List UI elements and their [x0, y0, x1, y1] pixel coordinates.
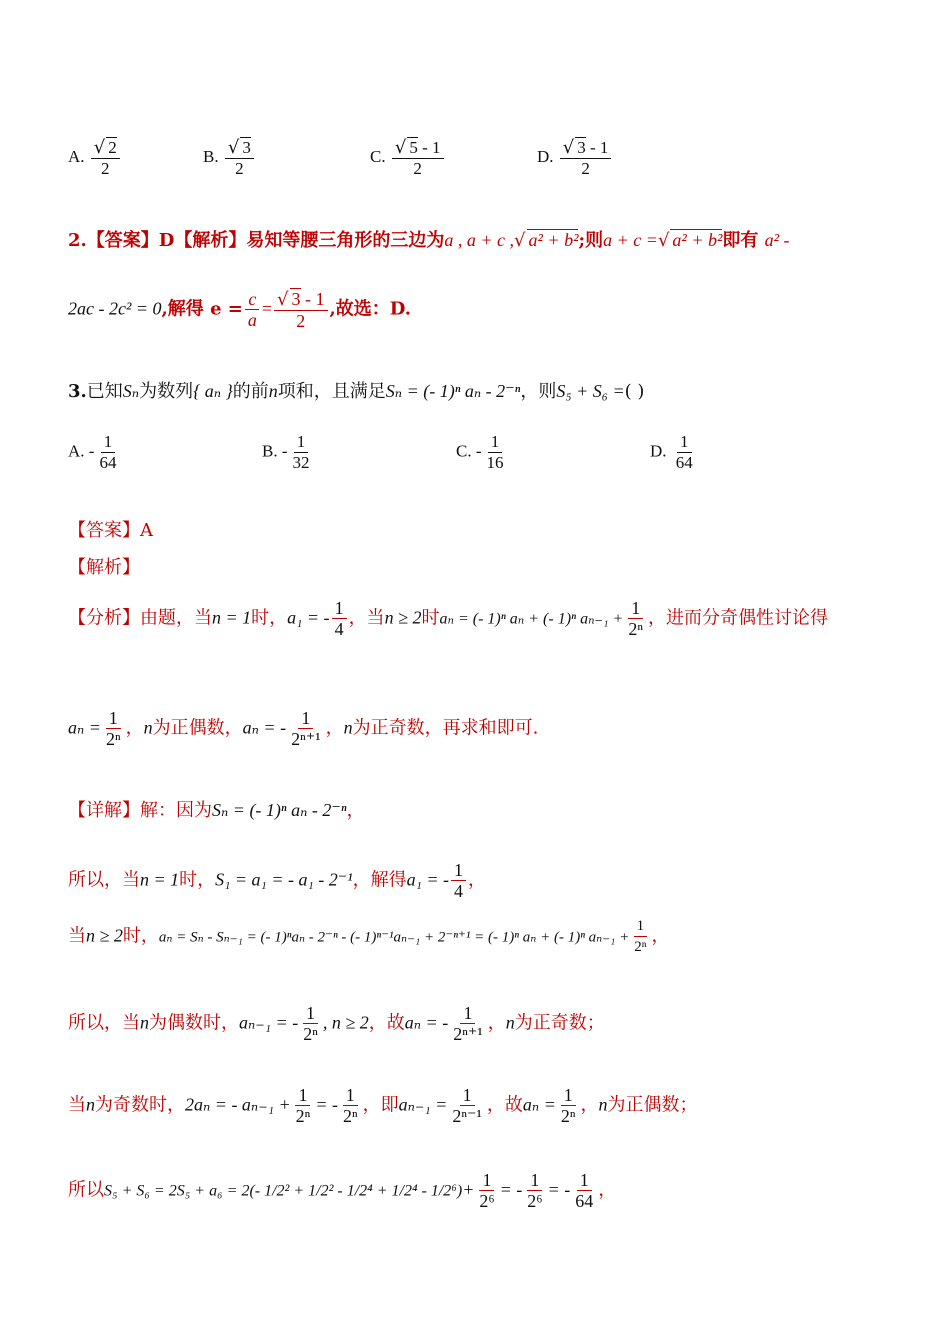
q2-eq2-head: a² -: [764, 230, 790, 250]
numerator: 1: [488, 432, 503, 453]
detail-text: ，: [487, 1012, 506, 1034]
denominator: 64: [99, 453, 117, 472]
detail-text: 为奇数时，: [95, 1094, 185, 1116]
detail-math: n ≥ 2: [86, 925, 123, 946]
fenxi-line2: [68, 708, 538, 749]
q2-eq-radical: a² + b²: [672, 230, 723, 250]
fenxi-text: 时: [421, 607, 440, 629]
detail-den: 2ⁿ: [303, 1024, 318, 1044]
fenxi-text: 【分析】由题，当: [68, 607, 212, 629]
q2-prefix: 2.【答案】D【解析】易知等腰三角形的三边为: [68, 230, 445, 251]
detail-math: n: [505, 1012, 515, 1033]
fenxi-text: 为正奇数，再求和即可.: [352, 717, 539, 739]
denominator: 2: [413, 159, 422, 178]
detail-text: 所以，当: [68, 869, 140, 891]
numerator: 1: [294, 432, 309, 453]
detail-math: n: [86, 1094, 95, 1115]
option-label: C.: [370, 146, 386, 166]
fenxi-line1: [68, 598, 828, 639]
option-label: B.: [262, 441, 278, 461]
detail-text: ，即: [362, 1094, 399, 1116]
denominator: 2: [581, 159, 590, 178]
detail-text: 所以，当: [68, 1012, 140, 1034]
fenxi-text: 时，: [251, 607, 288, 629]
numerator-tail: - 1: [585, 138, 609, 157]
option-label: C.: [456, 441, 472, 461]
fenxi-math: aₙ = -: [242, 717, 287, 738]
detail-num: 1: [527, 1170, 542, 1191]
q2-answer-line1: 2.【答案】D【解析】易知等腰三角形的三边为a , a + c ,√ a² + b²;则a + c =√ a² + b²即有 a² -: [68, 230, 790, 251]
detail-text: ，: [346, 800, 365, 821]
option-sign: -: [475, 441, 482, 461]
detail-math: S₅ + S₆ = 2S₅ + a₆ = 2: [104, 1182, 250, 1200]
detail-text: ，: [651, 925, 670, 947]
q3-option-b: [262, 432, 315, 473]
detail-num: 1: [295, 1085, 310, 1106]
q1-option-d: D. $\frac{√ 3 - 1}{2}$: [537, 137, 613, 179]
q3-stem: [68, 377, 644, 403]
fenxi-den: 2ⁿ: [105, 729, 121, 749]
detail-text: 为正偶数；: [607, 1094, 698, 1116]
q2-e-label: e =: [210, 298, 243, 320]
numerator-radicand: 3: [577, 138, 586, 157]
q1-option-b: B. $\frac{√ 3}{2}$: [203, 137, 256, 179]
detail-text: ，故: [486, 1094, 523, 1116]
detail-math: n: [598, 1094, 608, 1115]
fenxi-text: 为正偶数，: [152, 717, 243, 739]
detail-den: 2ⁿ: [560, 1106, 576, 1126]
detail-math-inner: (- 1/2² + 1/2² - 1/2⁴ + 1/2⁴ - 1/2⁶): [249, 1182, 463, 1200]
fenxi-math: n = 1: [212, 607, 252, 628]
denominator: 2: [235, 159, 244, 178]
detail-math: = -: [315, 1094, 338, 1115]
fenxi-text: ，: [325, 717, 344, 739]
fenxi-math: a₁ = -: [287, 607, 330, 628]
q2-result-den: 2: [296, 311, 306, 331]
q3-text: 已知: [86, 381, 123, 402]
q2-eq-lhs: a + c =: [603, 230, 658, 250]
fenxi-math: n: [343, 717, 353, 738]
q2-line2-eq: 2ac - 2c² = 0: [68, 298, 162, 319]
detail-num: 1: [303, 1003, 318, 1024]
q2-answer-line2: 2ac - 2c² = 0,解得 e = $\frac{c}{a}$ = $\frac{√ 3 - 1}{2}$ ,故选：D.: [68, 289, 412, 331]
detail-math: Sₙ = (- 1)ⁿ aₙ - 2⁻ⁿ: [212, 800, 347, 820]
fenxi-den: 2ⁿ⁺¹: [291, 729, 321, 749]
fenxi-num: 1: [628, 598, 643, 619]
detail-text: 时，: [179, 869, 216, 891]
q1-option-a: A. $\frac{√ 2}{2}$: [68, 137, 122, 179]
detail-text: ，解得: [352, 869, 407, 891]
detail-text: 所以: [68, 1179, 104, 1201]
fenxi-text: ，进而分奇偶性讨论得: [648, 607, 829, 629]
q3-sn: Sₙ: [122, 381, 140, 401]
q3-text: 的前: [232, 381, 269, 402]
detail-math: aₙ = -: [404, 1012, 449, 1033]
detail-num: 1: [343, 1085, 358, 1106]
q3-an-set: { aₙ }: [193, 381, 233, 401]
q3-option-d: [650, 432, 698, 473]
q2-a: a: [247, 310, 257, 330]
detail-math: = -: [499, 1179, 523, 1200]
fenxi-den: 4: [334, 619, 344, 639]
denominator: 16: [486, 453, 504, 472]
detail-text: ，: [468, 869, 487, 891]
detail-text: ，: [580, 1094, 599, 1116]
option-sign: -: [88, 441, 95, 461]
q3-text: 项和，且满足: [277, 381, 386, 402]
detail-num: 1: [451, 860, 466, 881]
detail-num: 1: [577, 1170, 592, 1191]
q3-option-c: [456, 432, 509, 473]
fenxi-math: aₙ =: [68, 717, 101, 738]
numerator: 3: [242, 138, 251, 157]
q3-text: ，则: [520, 381, 557, 402]
option-label: A.: [68, 146, 85, 166]
detail-text: ，: [598, 1179, 617, 1201]
detail-den: 2ⁿ: [342, 1106, 358, 1126]
q3-option-a: [68, 432, 121, 473]
denominator: 64: [675, 453, 693, 472]
denominator: 32: [292, 453, 310, 472]
q2-c: c: [245, 289, 259, 310]
option-label: B.: [203, 146, 219, 166]
detail-math: aₙ₋₁ =: [398, 1094, 448, 1115]
detail-math: a₁ = -: [406, 869, 450, 890]
detail-text: ，故: [368, 1012, 405, 1034]
detail-den: 64: [575, 1191, 594, 1211]
q3-number: 3.: [68, 381, 87, 402]
detail-den: 4: [454, 881, 464, 901]
q3-ask: S₅ + S₆ =: [556, 381, 625, 401]
q2-conclusion: ,故选：D.: [329, 298, 412, 320]
numerator-tail: - 1: [417, 138, 441, 157]
q2-result-tail: - 1: [300, 289, 325, 309]
option-label: D.: [650, 441, 667, 461]
detail-math: = -: [547, 1179, 571, 1200]
numerator-radicand: 5: [409, 138, 418, 157]
detail-text: 当: [68, 1094, 86, 1116]
option-label: D.: [537, 146, 554, 166]
detail-num: 1: [479, 1170, 494, 1191]
detail-step5: [68, 1170, 616, 1211]
detail-text: 为偶数时，: [149, 1012, 239, 1034]
detail-den: 2ⁿ: [295, 1106, 311, 1126]
q2-then: ;则: [578, 230, 604, 251]
detail-num: 1: [561, 1085, 576, 1106]
option-label: A.: [68, 441, 85, 461]
detail-math: , n ≥ 2: [322, 1012, 369, 1033]
detail-den: 2⁶: [527, 1191, 543, 1211]
detail-step4: [68, 1085, 698, 1126]
q3-n: n: [268, 381, 278, 401]
detail-math: aₙ = Sₙ - Sₙ₋₁ = (- 1)ⁿaₙ - 2⁻ⁿ - (- 1)ⁿ⁻¹aₙ₋₁ + 2⁻ⁿ⁺¹ = (- 1)ⁿ aₙ + (- 1)ⁿ aₙ₋₁ +: [158, 929, 630, 946]
detail-den: 2ⁿ: [634, 939, 647, 955]
detail-head: [68, 796, 365, 822]
detail-math: 2aₙ = - aₙ₋₁ +: [185, 1094, 291, 1115]
fenxi-num: 1: [106, 708, 121, 729]
fenxi-math: n ≥ 2: [384, 607, 422, 628]
q2-sides-radical: a² + b²: [528, 230, 579, 250]
q2-solve: ,解得: [161, 298, 204, 320]
detail-text: 时，: [122, 925, 159, 947]
fenxi-den: 2ⁿ: [628, 619, 644, 639]
detail-text: 当: [68, 925, 86, 947]
detail-math: +: [462, 1179, 475, 1200]
option-sign: -: [281, 441, 288, 461]
q2-sides: a , a + c ,: [444, 230, 515, 250]
detail-num: 1: [634, 916, 648, 937]
numerator: 1: [677, 432, 692, 453]
q3-text: 为数列: [139, 381, 194, 402]
detail-num: 1: [460, 1085, 475, 1106]
q2-result-rad: 3: [291, 289, 301, 309]
q2-then2: 即有: [722, 230, 759, 251]
detail-math: n: [140, 1012, 149, 1033]
detail-num: 1: [460, 1003, 475, 1024]
detail-text: 为正奇数；: [514, 1012, 605, 1034]
numerator: 1: [101, 432, 116, 453]
numerator: 2: [108, 138, 117, 157]
detail-math: S₁ = a₁ = - a₁ - 2⁻¹: [215, 869, 353, 890]
fenxi-text: ，当: [348, 607, 385, 629]
detail-text: 【详解】解：因为: [68, 800, 212, 821]
analysis-label: 【解析】: [68, 557, 140, 578]
fenxi-math: aₙ = (- 1)ⁿ aₙ + (- 1)ⁿ aₙ₋₁ +: [439, 610, 624, 628]
fenxi-num: 1: [332, 598, 347, 619]
fenxi-text: ，: [125, 717, 144, 739]
q3-condition: Sₙ = (- 1)ⁿ aₙ - 2⁻ⁿ: [385, 381, 521, 401]
fenxi-num: 1: [298, 708, 313, 729]
detail-step1: [68, 860, 486, 901]
detail-den: 2ⁿ⁻¹: [452, 1106, 482, 1126]
q3-paren: ( ): [624, 381, 645, 402]
detail-den: 2⁶: [479, 1191, 495, 1211]
detail-math: aₙ =: [522, 1094, 556, 1115]
detail-step3: [68, 1003, 605, 1044]
detail-math: n = 1: [140, 869, 180, 890]
fenxi-math: n: [143, 717, 153, 738]
answer-label: 【答案】A: [68, 520, 153, 541]
detail-den: 2ⁿ⁺¹: [453, 1024, 483, 1044]
denominator: 2: [101, 159, 110, 178]
detail-step2: [68, 916, 670, 957]
detail-math: aₙ₋₁ = -: [239, 1012, 299, 1033]
q1-option-c: C. $\frac{√ 5 - 1}{2}$: [370, 137, 446, 179]
